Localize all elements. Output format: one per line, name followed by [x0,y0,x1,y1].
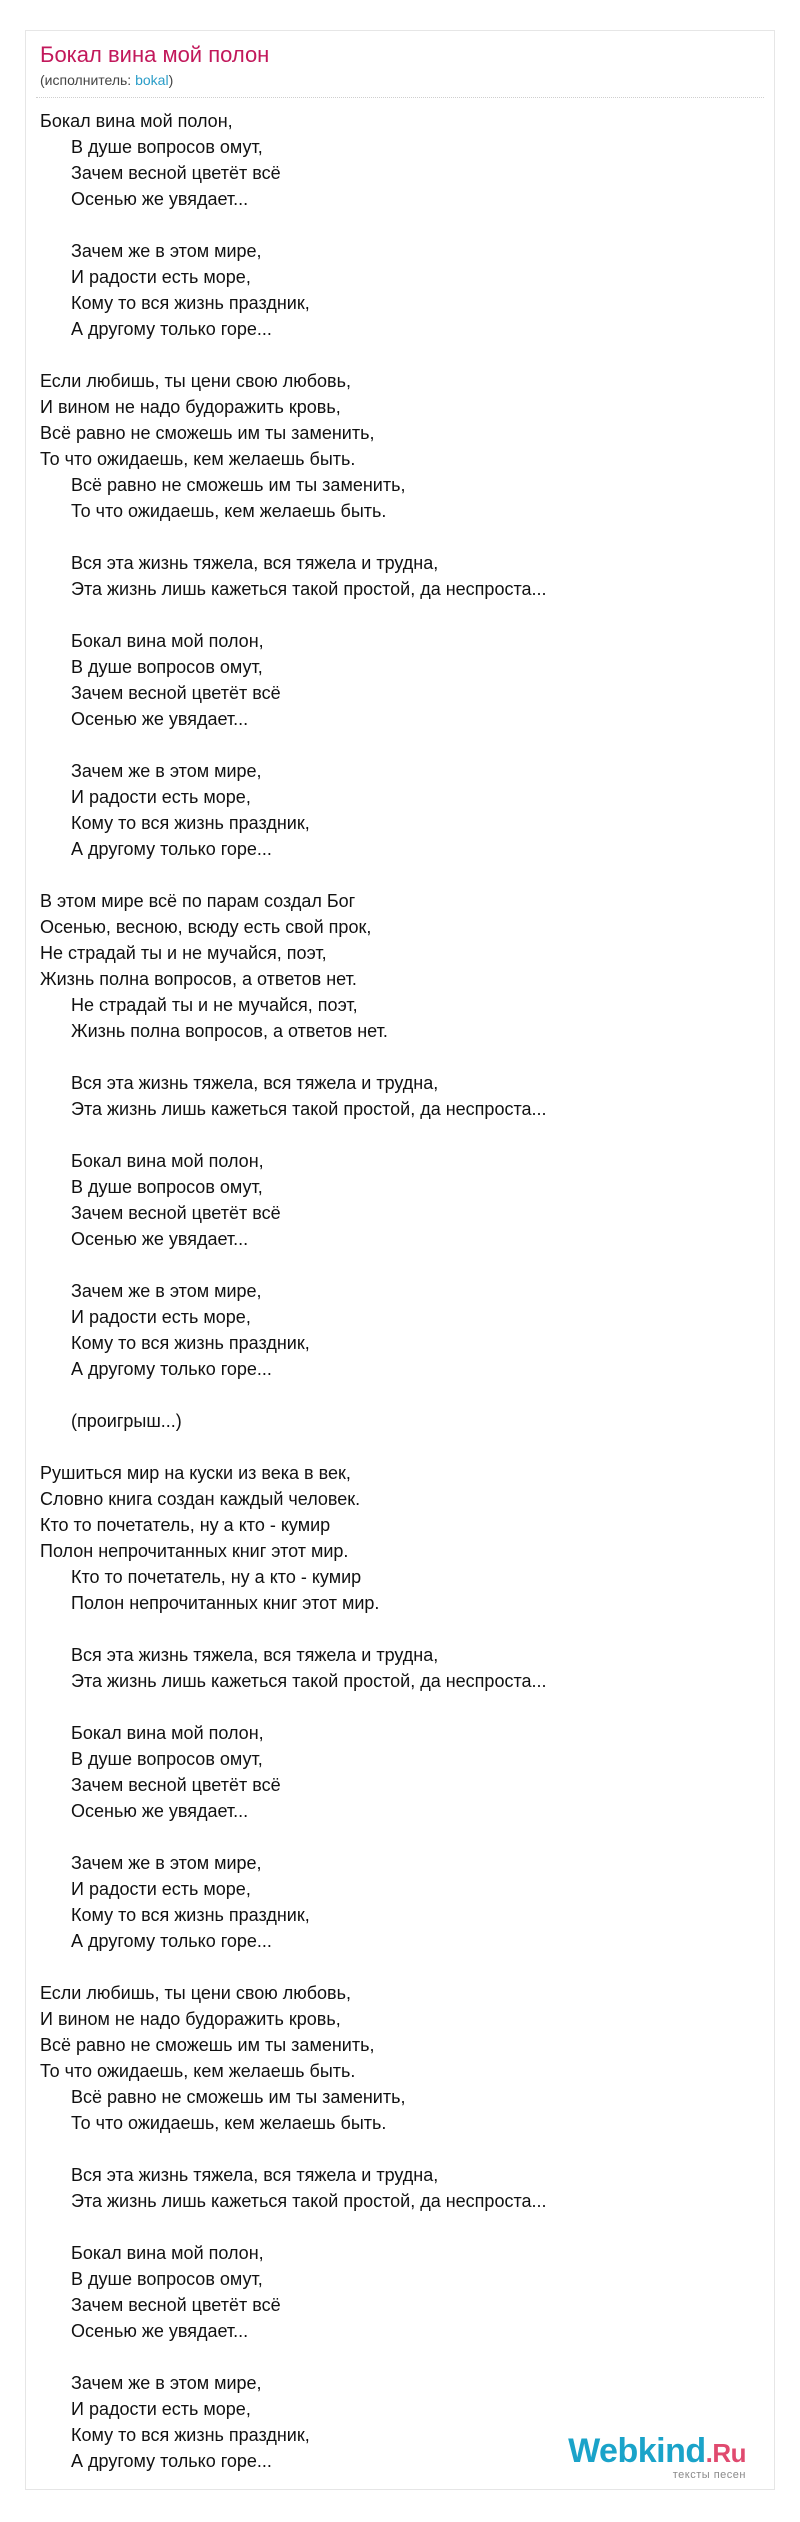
lyric-line: Осенью же увядает... [71,1229,249,1249]
lyric-line: Рушиться мир на куски из века в век, [40,1463,351,1483]
song-header [26,31,774,89]
performer-link[interactable]: bokal [135,72,169,88]
lyric-line: Всё равно не сможешь им ты заменить, [71,475,406,495]
lyric-line: Бокал вина мой полон, [71,1151,264,1171]
lyric-line: (проигрыш...) [71,1411,182,1431]
stanza-gap [40,524,760,550]
lyric-line: И вином не надо будоражить кровь, [40,2009,341,2029]
logo-tagline: тексты песен [672,2469,746,2481]
lyric-line: Осенью же увядает... [71,189,249,209]
lyric-line: В душе вопросов омут, [71,1177,263,1197]
lyrics-card [25,30,775,2490]
lyric-line: Осенью же увядает... [71,1801,249,1821]
lyric-line: Бокал вина мой полон, [71,2243,264,2263]
stanza-gap [40,732,760,758]
lyric-line: Словно книга создан каждый человек. [40,1489,361,1509]
lyric-line: Полон непрочитанных книг этот мир. [40,1541,349,1561]
lyric-line: Вся эта жизнь тяжела, вся тяжела и трудна, [71,1073,439,1093]
lyric-line: Бокал вина мой полон, [71,631,264,651]
performer-line [40,71,760,89]
stanza-gap [40,1044,760,1070]
stanza-gap [40,1824,760,1850]
lyric-line: А другому только горе... [71,319,272,339]
lyric-line: А другому только горе... [71,1931,272,1951]
lyric-line: В душе вопросов омут, [71,657,263,677]
logo-wordmark [568,2433,746,2471]
lyric-line: Кому то вся жизнь праздник, [71,1333,310,1353]
lyric-line: Эта жизнь лишь кажеться такой простой, да неспроста... [71,2191,547,2211]
site-logo[interactable] [568,2433,746,2481]
lyric-line: И вином не надо будоражить кровь, [40,397,341,417]
lyric-line: Вся эта жизнь тяжела, вся тяжела и трудна, [71,1645,439,1665]
lyric-line: Зачем весной цветёт всё [71,2295,281,2315]
song-title: Бокал вина мой полон [40,42,270,67]
lyric-line: Всё равно не сможешь им ты заменить, [40,2035,375,2055]
stanza-gap [40,212,760,238]
lyric-line: То что ожидаешь, кем желаешь быть. [71,2113,387,2133]
lyric-line: Если любишь, ты цени свою любовь, [40,1983,351,2003]
lyric-line: Осенью же увядает... [71,2321,249,2341]
stanza-gap [40,862,760,888]
lyric-line: Эта жизнь лишь кажеться такой простой, да неспроста... [71,579,547,599]
lyric-line: То что ожидаешь, кем желаешь быть. [71,501,387,521]
lyric-line: Зачем весной цветёт всё [71,1775,281,1795]
lyric-line: Кто то почетатель, ну а кто - кумир [40,1515,331,1535]
lyric-line: И радости есть море, [71,267,251,287]
logo-main: Webkind [568,2432,706,2470]
lyric-line: В душе вопросов омут, [71,1749,263,1769]
lyric-line: Полон непрочитанных книг этот мир. [71,1593,380,1613]
lyric-line: Зачем же в этом мире, [71,761,262,781]
lyric-line: Зачем же в этом мире, [71,241,262,261]
lyric-line: Эта жизнь лишь кажеться такой простой, да неспроста... [71,1099,547,1119]
lyric-line: А другому только горе... [71,1359,272,1379]
lyric-line: И радости есть море, [71,787,251,807]
lyric-line: В душе вопросов омут, [71,2269,263,2289]
lyric-line: Зачем же в этом мире, [71,1853,262,1873]
lyric-line: Бокал вина мой полон, [71,1723,264,1743]
lyric-line: В душе вопросов омут, [71,137,263,157]
lyric-line: Зачем же в этом мире, [71,2373,262,2393]
stanza-gap [40,1616,760,1642]
lyric-line: Всё равно не сможешь им ты заменить, [71,2087,406,2107]
stanza-gap [40,2344,760,2370]
lyric-line: А другому только горе... [71,2451,272,2471]
lyric-line: Кому то вся жизнь праздник, [71,1905,310,1925]
lyric-line: То что ожидаешь, кем желаешь быть. [40,449,356,469]
lyric-line: Кому то вся жизнь праздник, [71,293,310,313]
logo-tld: .Ru [705,2438,746,2468]
stanza-gap [40,1694,760,1720]
lyric-line: Жизнь полна вопросов, а ответов нет. [71,1021,388,1041]
lyric-line: Зачем весной цветёт всё [71,683,281,703]
stanza-gap [40,1434,760,1460]
lyric-line: Всё равно не сможешь им ты заменить, [40,423,375,443]
lyric-line: И радости есть море, [71,1879,251,1899]
performer-prefix: (исполнитель: [40,72,136,88]
lyric-line: Зачем весной цветёт всё [71,163,281,183]
lyric-line: Осенью же увядает... [71,709,249,729]
lyric-line: Осенью, весною, всюду есть свой прок, [40,917,372,937]
stanza-gap [40,1122,760,1148]
lyric-line: То что ожидаешь, кем желаешь быть. [40,2061,356,2081]
lyric-line: Не страдай ты и не мучайся, поэт, [71,995,358,1015]
lyric-line: Если любишь, ты цени свою любовь, [40,371,351,391]
lyric-line: И радости есть море, [71,2399,251,2419]
stanza-gap [40,1252,760,1278]
lyric-line: Кому то вся жизнь праздник, [71,2425,310,2445]
lyric-line: Кому то вся жизнь праздник, [71,813,310,833]
lyric-line: Бокал вина мой полон, [40,111,233,131]
lyric-line: Эта жизнь лишь кажеться такой простой, да неспроста... [71,1671,547,1691]
stanza-gap [40,1954,760,1980]
stanza-gap [40,1382,760,1408]
lyric-line: Вся эта жизнь тяжела, вся тяжела и трудна, [71,553,439,573]
lyric-line: Кто то почетатель, ну а кто - кумир [71,1567,362,1587]
lyric-line: Жизнь полна вопросов, а ответов нет. [40,969,357,989]
lyric-line: В этом мире всё по парам создал Бог [40,891,356,911]
lyric-line: Не страдай ты и не мучайся, поэт, [40,943,327,963]
lyric-line: И радости есть море, [71,1307,251,1327]
stanza-gap [40,342,760,368]
stanza-gap [40,2214,760,2240]
lyric-line: Зачем же в этом мире, [71,1281,262,1301]
lyric-line: Зачем весной цветёт всё [71,1203,281,1223]
performer-suffix: ) [168,72,174,88]
lyrics-text [26,98,774,2474]
stanza-gap [40,2136,760,2162]
lyric-line: Вся эта жизнь тяжела, вся тяжела и трудна, [71,2165,439,2185]
lyric-line: А другому только горе... [71,839,272,859]
stanza-gap [40,602,760,628]
